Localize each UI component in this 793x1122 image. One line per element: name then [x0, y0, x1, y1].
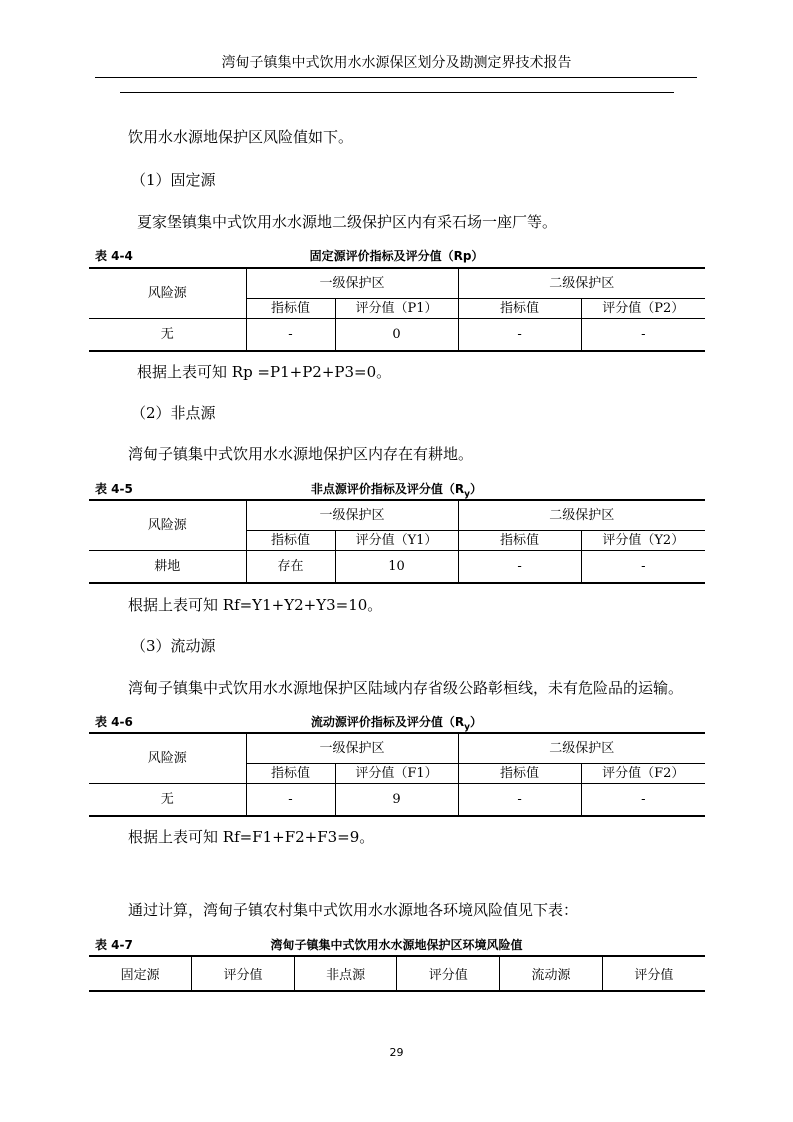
- header-indicator: 指标值: [246, 764, 335, 784]
- header-fixed-source: 固定源: [89, 956, 192, 991]
- header-indicator: 指标值: [458, 764, 581, 784]
- table-4-6-title: 流动源评价指标及评分值$(R_y)$: [310, 715, 483, 733]
- header-score: 评分值（F1）: [335, 764, 458, 784]
- result-rf-nonpoint: 根据上表可知 Rf=Y1+Y2+Y3=10。: [128, 596, 383, 614]
- table-cell: 存在: [246, 551, 335, 584]
- table-row: [89, 319, 705, 352]
- header-indicator: 指标值: [246, 531, 335, 551]
- section-heading-fixed: （1）固定源: [131, 171, 216, 189]
- table-cell: 耕地: [89, 551, 246, 584]
- header-mobile-source: 流动源: [500, 956, 603, 991]
- group-level2: 二级保护区: [458, 268, 705, 299]
- col-risk-source: 风险源: [89, 733, 246, 784]
- header-rule-inner: [120, 92, 674, 93]
- table-4-7: [89, 955, 705, 992]
- header-indicator: 指标值: [458, 531, 581, 551]
- table-row: [89, 784, 705, 817]
- table-cell: 无: [89, 784, 246, 817]
- table-4-5: [89, 499, 705, 584]
- header-score: 评分值: [192, 956, 295, 991]
- header-nonpoint-source: 非点源: [294, 956, 397, 991]
- table-4-6-number: 表 4-6: [95, 715, 133, 729]
- result-rf-mobile: 根据上表可知 Rf=F1+F2+F3=9。: [128, 828, 375, 846]
- group-level2: 二级保护区: [458, 733, 705, 764]
- table-4-4-number: 表 4-4: [95, 249, 133, 263]
- header-score: 评分值: [602, 956, 705, 991]
- table-cell: 0: [335, 319, 458, 352]
- table-4-6: [89, 732, 705, 817]
- group-level2: 二级保护区: [458, 500, 705, 531]
- section-heading-mobile: （3）流动源: [131, 637, 216, 655]
- table-cell: -: [581, 551, 705, 584]
- table-4-7-number: 表 4-7: [95, 938, 133, 952]
- group-level1: 一级保护区: [246, 500, 458, 531]
- header-rule: [95, 77, 697, 78]
- table-row: [89, 551, 705, 584]
- col-risk-source: 风险源: [89, 500, 246, 551]
- table-4-7-title: 湾甸子镇集中式饮用水水源地保护区环境风险值: [270, 938, 523, 952]
- group-level1: 一级保护区: [246, 268, 458, 299]
- table-cell: -: [458, 784, 581, 817]
- table-cell: 10: [335, 551, 458, 584]
- table-cell: -: [246, 784, 335, 817]
- section-heading-nonpoint: （2）非点源: [131, 404, 216, 422]
- header-title: 湾甸子镇集中式饮用水水源保区划分及勘测定界技术报告: [221, 55, 572, 71]
- header-score: 评分值（Y2）: [581, 531, 705, 551]
- table-cell: -: [458, 551, 581, 584]
- table-4-5-title: 非点源评价指标及评分值$(R_y)$: [310, 482, 483, 500]
- group-level1: 一级保护区: [246, 733, 458, 764]
- table-4-4-title: 固定源评价指标及评分值（Rp）: [309, 249, 484, 263]
- table-4-4: [89, 267, 705, 352]
- header-score: 评分值（Y1）: [335, 531, 458, 551]
- header-indicator: 指标值: [246, 299, 335, 319]
- table-cell: -: [246, 319, 335, 352]
- col-risk-source: 风险源: [89, 268, 246, 319]
- table-cell: 无: [89, 319, 246, 352]
- page-number: 29: [389, 1046, 404, 1059]
- header-indicator: 指标值: [458, 299, 581, 319]
- paragraph-fixed: 夏家堡镇集中式饮用水水源地二级保护区内有采石场一座厂等。: [137, 213, 558, 231]
- header-score: 评分值（P2）: [581, 299, 705, 319]
- paragraph-mobile: 湾甸子镇集中式饮用水水源地保护区陆域内存省级公路彰桓线，未有危险品的运输。: [128, 679, 684, 697]
- table-cell: 9: [335, 784, 458, 817]
- header-score: 评分值（P1）: [335, 299, 458, 319]
- paragraph-intro: 饮用水水源地保护区风险值如下。: [128, 128, 354, 146]
- table-cell: -: [581, 319, 705, 352]
- header-score: 评分值（F2）: [581, 764, 705, 784]
- table-cell: -: [458, 319, 581, 352]
- table-4-5-number: 表 4-5: [95, 482, 133, 496]
- table-cell: -: [581, 784, 705, 817]
- paragraph-summary: 通过计算，湾甸子镇农村集中式饮用水水源地各环境风险值见下表：: [128, 901, 579, 919]
- paragraph-nonpoint: 湾甸子镇集中式饮用水水源地保护区内存在有耕地。: [128, 445, 474, 463]
- header-score: 评分值: [397, 956, 500, 991]
- result-rp: 根据上表可知 Rp =P1+P2+P3=0。: [137, 363, 392, 381]
